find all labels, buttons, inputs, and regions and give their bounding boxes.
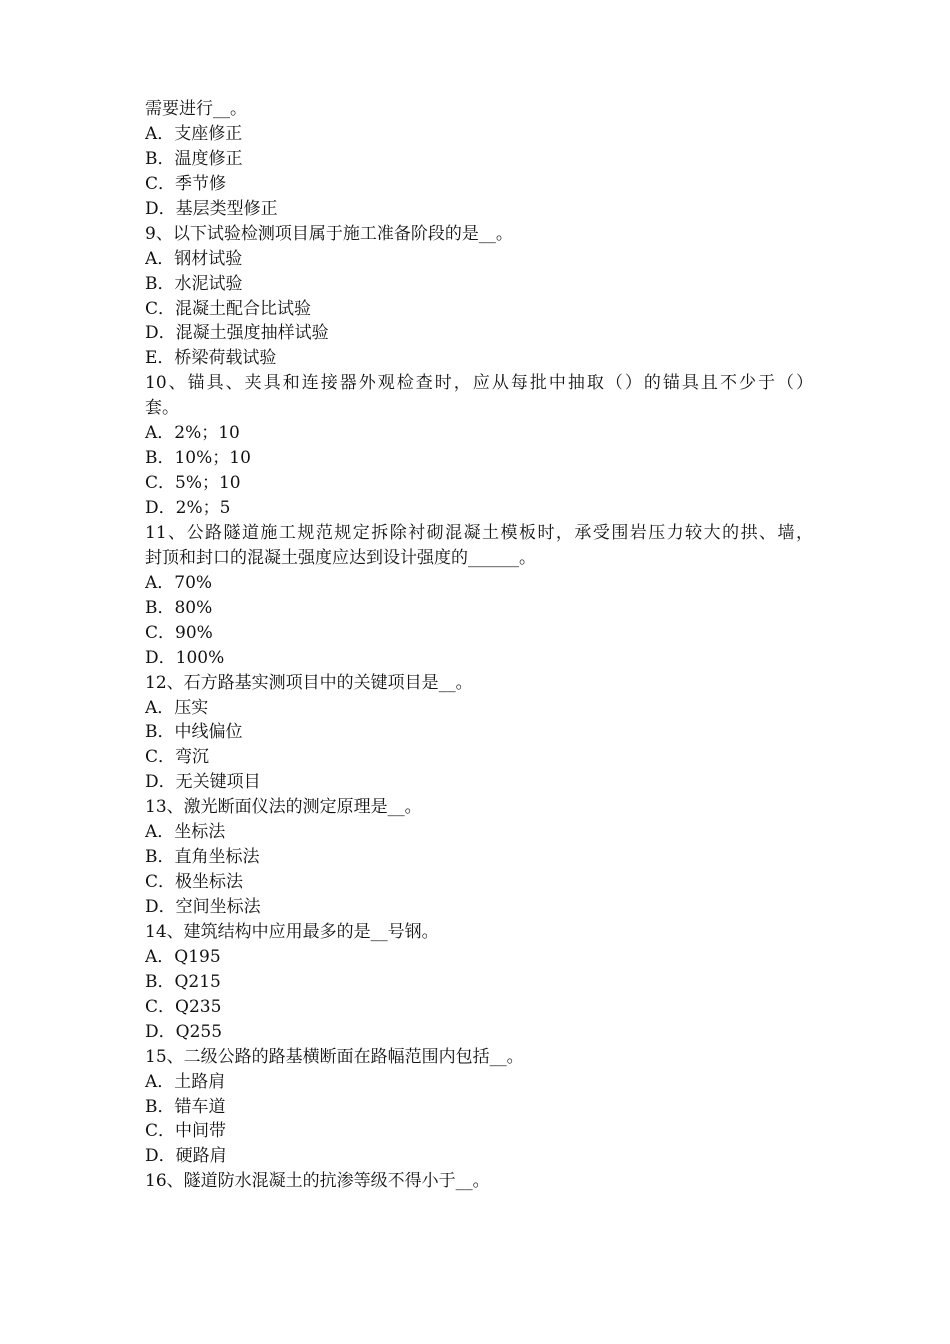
question-14: 14、建筑结构中应用最多的是__号钢。 [145,921,439,942]
question-13: 13、激光断面仪法的测定原理是__。 [145,797,422,818]
option-line: A．坐标法 [145,822,226,843]
option-line: B．错车道 [145,1096,226,1117]
option-line: B．80% [145,597,213,618]
question-16: 16、隧道防水混凝土的抗渗等级不得小于__。 [145,1171,490,1192]
question-10-continued: 套。 [145,398,179,419]
option-line: A．2%；10 [145,423,240,444]
option-line: B．温度修正 [145,148,243,169]
option-line: C．5%；10 [145,473,241,494]
question-10: 10、锚具、夹具和连接器外观检查时，应从每批中抽取（）的锚具且不少于（） [145,373,813,394]
option-line: B．Q215 [145,971,221,992]
option-line: A．压实 [145,697,209,718]
option-line: B．直角坐标法 [145,847,260,868]
question-9: 9、以下试验检测项目属于施工准备阶段的是__。 [145,223,513,244]
option-line: C．Q235 [145,996,222,1017]
option-line: B．中线偏位 [145,722,243,743]
option-line: A．钢材试验 [145,248,243,269]
option-line: C．弯沉 [145,747,210,768]
option-line: D．基层类型修正 [145,198,278,219]
question-15: 15、二级公路的路基横断面在路幅范围内包括__。 [145,1046,524,1067]
option-line: A．Q195 [145,946,221,967]
option-line: C．季节修 [145,173,227,194]
option-line: D．无关键项目 [145,772,261,793]
option-line: A．支座修正 [145,123,243,144]
document-body [145,97,813,1194]
option-line: A．土路肩 [145,1071,226,1092]
option-line: D．2%；5 [145,498,231,518]
option-line: D．空间坐标法 [145,897,261,917]
question-11: 11、公路隧道施工规范规定拆除衬砌混凝土模板时，承受围岩压力较大的拱、墙， [145,522,813,543]
option-line: A．70% [145,572,213,593]
option-line: D．Q255 [145,1021,223,1042]
question-11-continued: 封顶和封口的混凝土强度应达到设计强度的______。 [145,547,536,568]
option-line: D．混凝土强度抽样试验 [145,323,329,344]
option-line: B．水泥试验 [145,273,243,294]
option-line: C．90% [145,622,213,643]
option-line: C．极坐标法 [145,872,244,893]
option-line: B．10%；10 [145,448,251,469]
option-line: C．中间带 [145,1121,227,1142]
option-line: E．桥梁荷载试验 [145,348,277,369]
text-line: 需要进行__。 [145,99,247,119]
option-line: C．混凝土配合比试验 [145,298,312,319]
option-line: D．100% [145,647,225,668]
option-line: D．硬路肩 [145,1146,227,1167]
question-12: 12、石方路基实测项目中的关键项目是__。 [145,672,473,693]
